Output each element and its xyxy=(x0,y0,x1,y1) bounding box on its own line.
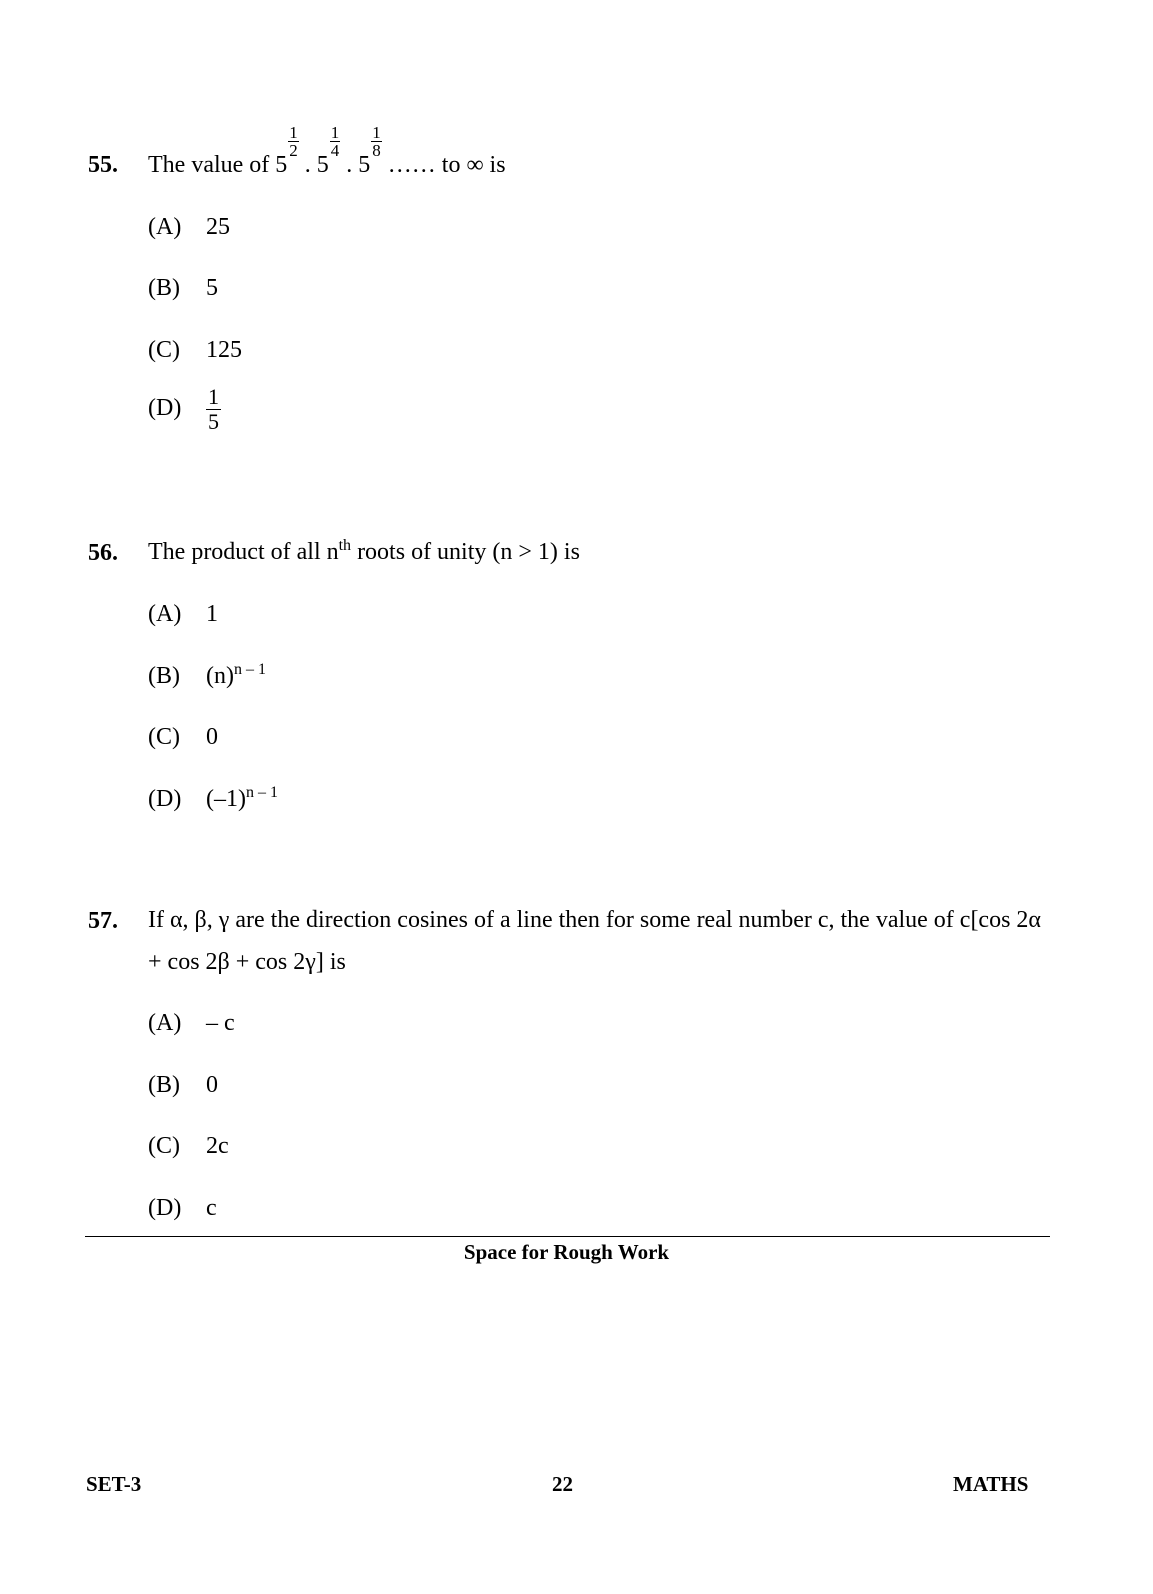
power-term-2: 5 $\frac{1}{4}$ xyxy=(316,123,340,178)
option-a xyxy=(148,601,218,628)
option-a xyxy=(148,1010,235,1037)
option-label: (A) xyxy=(148,601,182,627)
option-value: – c xyxy=(206,1010,235,1036)
option-b xyxy=(148,275,218,302)
option-value: 5 xyxy=(206,275,218,301)
question-text-suffix: …… to ∞ is xyxy=(387,152,506,178)
question-number: 56. xyxy=(88,540,118,566)
question-text: If α, β, γ are the direction cosines of a line then for some real number c, the value of c[cos 2α + cos 2β + cos 2γ] is xyxy=(148,907,1041,975)
option-value: 25 xyxy=(206,214,230,240)
question-number: 57. xyxy=(88,908,118,934)
option-value: 125 xyxy=(206,337,242,363)
option-label: (B) xyxy=(148,1072,180,1098)
option-label: (B) xyxy=(148,663,180,689)
exponent-fraction: $\frac{1}{8}$ xyxy=(372,123,381,160)
option-c xyxy=(148,1133,229,1160)
option-value: 0 xyxy=(206,1072,218,1098)
divider xyxy=(85,1236,1050,1237)
option-b: (B) $(n)^{n - 1}$ xyxy=(148,661,266,689)
option-d xyxy=(148,386,221,433)
question-56 xyxy=(88,536,1063,826)
option-c xyxy=(148,724,218,751)
footer-subject: MATHS xyxy=(953,1472,1029,1496)
option-label: (D) xyxy=(148,395,182,422)
question-55 xyxy=(88,118,1063,448)
option-label: (A) xyxy=(148,1010,182,1036)
option-value: (n) xyxy=(206,663,234,689)
question-57 xyxy=(88,906,1063,1226)
power-term-3: 5 $\frac{1}{8}$ xyxy=(358,123,381,178)
option-d xyxy=(148,1195,217,1222)
question-text: The value of 5 $\frac{1}{2}$ . 5 $\frac{1}{4}$ . 5 $\frac{1}{8}$ …… to ∞ is xyxy=(148,123,506,178)
footer-set: SET-3 xyxy=(86,1472,142,1496)
question-number: 55. xyxy=(88,152,118,178)
rough-work-heading: Space for Rough Work xyxy=(463,1240,670,1264)
option-c xyxy=(148,337,242,364)
option-label: (D) xyxy=(148,1195,182,1221)
exponent-fraction: $\frac{1}{4}$ xyxy=(330,123,340,160)
option-value: 0 xyxy=(206,724,218,750)
option-value: (–1) xyxy=(206,786,246,812)
option-fraction: $\frac{1}{5}$ xyxy=(208,384,219,434)
option-value: c xyxy=(206,1195,217,1221)
option-value: 2c xyxy=(206,1133,229,1159)
power-term-1: 5 $\frac{1}{2}$ xyxy=(275,123,298,178)
option-label: (C) xyxy=(148,337,180,363)
footer-page-number: 22 xyxy=(552,1472,573,1496)
option-label: (C) xyxy=(148,1133,180,1159)
option-label: (C) xyxy=(148,724,180,750)
option-value: 1 xyxy=(206,601,218,627)
option-d: (D) $(-1)^{n - 1}$ xyxy=(148,784,278,812)
option-label: (D) xyxy=(148,786,182,812)
option-b xyxy=(148,1072,218,1099)
option-a xyxy=(148,214,230,241)
option-label: (A) xyxy=(148,214,182,240)
question-text: The product of all $n^{th}$ roots of unity (n > 1) is xyxy=(148,537,580,565)
exponent-fraction: $\frac{1}{2}$ xyxy=(289,123,298,160)
question-text-prefix: The value of xyxy=(148,152,270,178)
option-label: (B) xyxy=(148,275,180,301)
